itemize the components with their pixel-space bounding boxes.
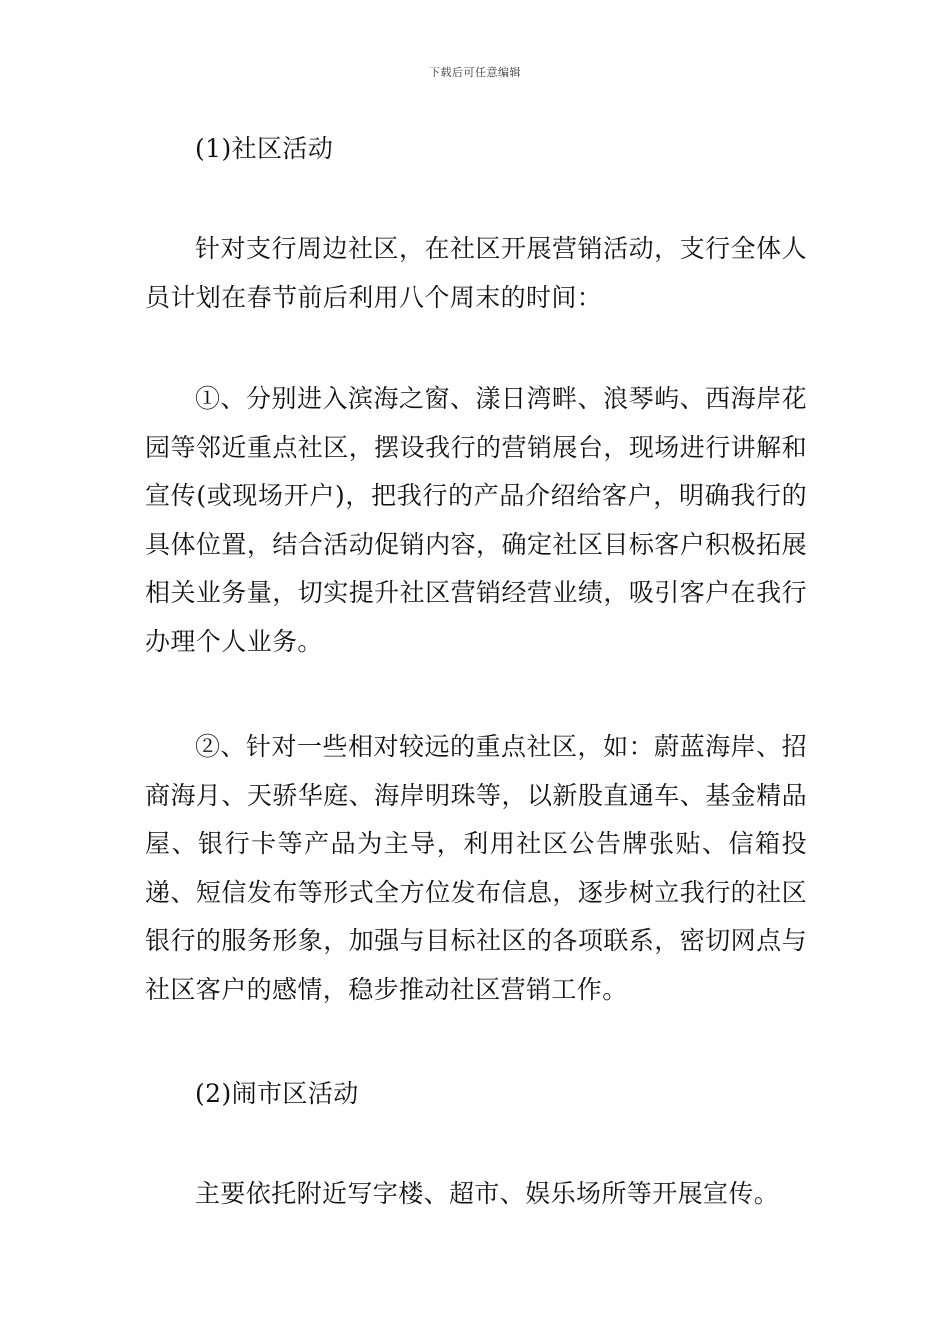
page-header-note: 下载后可任意编辑 (429, 66, 521, 79)
paragraph-item-one: ①、分别进入滨海之窗、漾日湾畔、浪琴屿、西海岸花园等邻近重点社区，摆设我行的营销展台，现场进行讲解和宣传(或现场开户)，把我行的产品介绍给客户，明确我行的具体位置，结合活动促销内容，确定社区目标客户积极拓展相关业务量，切实提升社区营销经营业绩，吸引客户在我行办理个人业务。 (145, 384, 807, 656)
paragraph-downtown-intro: 主要依托附近写字楼、超市、娱乐场所等开展宣传。 (195, 1179, 780, 1208)
paragraph-item-two: ②、针对一些相对较远的重点社区，如：蔚蓝海岸、招商海月、天骄华庭、海岸明珠等，以新股直通车、基金精品屋、银行卡等产品为主导，利用社区公告牌张贴、信箱投递、短信发布等形式全方位发布信息，逐步树立我行的社区银行的服务形象，加强与目标社区的各项联系，密切网点与社区客户的感情，稳步推动社区营销工作。 (145, 732, 807, 1004)
section-heading-community: (1)社区活动 (195, 134, 334, 163)
paragraph-community-intro: 针对支行周边社区，在社区开展营销活动，支行全体人员计划在春节前后利用八个周末的时间： (145, 234, 807, 312)
section-heading-downtown: (2)闹市区活动 (195, 1079, 359, 1108)
